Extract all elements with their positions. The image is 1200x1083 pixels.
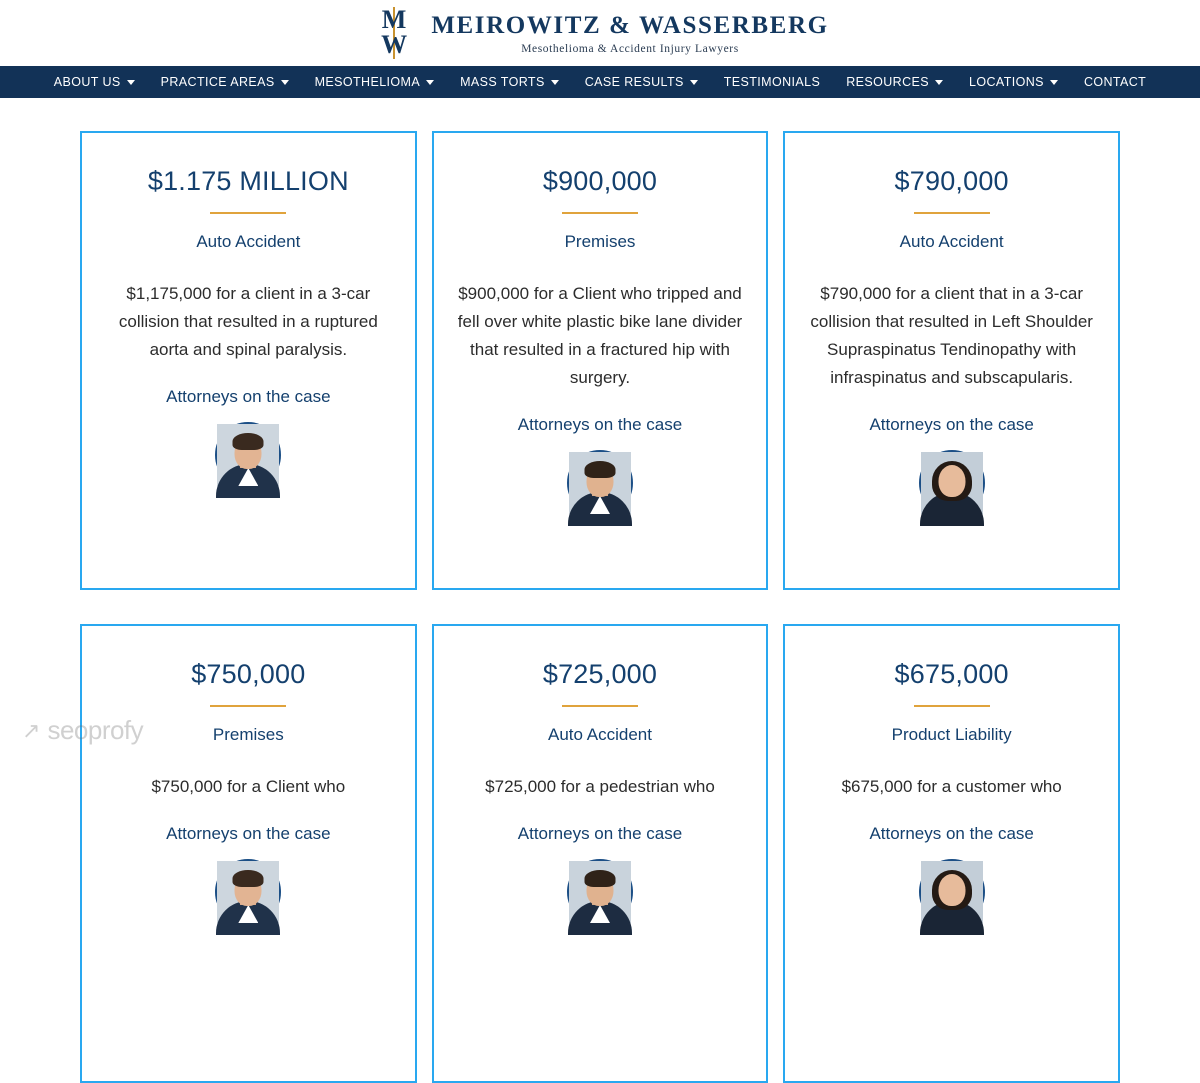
nav-label: ABOUT US <box>53 75 121 89</box>
avatar-hair <box>584 870 615 887</box>
site-header <box>0 0 1200 66</box>
case-category: Auto Accident <box>548 725 652 744</box>
nav-label: MESOTHELIOMA <box>314 75 421 89</box>
case-description: $1,175,000 for a client in a 3-car collision that resulted in a ruptured aorta and spinal paralysis. <box>118 284 378 359</box>
case-result-card[interactable] <box>432 131 769 590</box>
case-amount: $725,000 <box>542 659 658 689</box>
avatar-hair <box>233 433 264 450</box>
logo-text-block <box>431 11 828 55</box>
case-amount: $1.175 MILLION <box>147 166 349 196</box>
chevron-down-icon <box>281 80 289 85</box>
avatar[interactable] <box>919 450 985 516</box>
attorneys-label: Attorneys on the case <box>517 824 683 843</box>
case-result-card[interactable] <box>783 624 1120 1083</box>
attorneys-label: Attorneys on the case <box>869 824 1034 843</box>
nav-label: MASS TORTS <box>460 75 545 89</box>
monogram-letter-bottom: W <box>381 30 408 59</box>
case-amount: $750,000 <box>191 659 306 689</box>
nav-label: LOCATIONS <box>969 75 1044 89</box>
arrow-up-right-icon: ↗ <box>22 717 41 743</box>
case-result-card[interactable] <box>80 131 417 590</box>
attorney-avatar-row <box>104 422 393 488</box>
attorney-avatar-row <box>456 450 745 516</box>
nav-item-testimonials[interactable] <box>711 66 833 98</box>
case-results-section <box>0 98 1200 1083</box>
nav-label: CASE RESULTS <box>584 75 684 89</box>
case-description: $725,000 for a pedestrian who <box>485 777 715 796</box>
case-category: Auto Accident <box>899 232 1004 251</box>
attorneys-label: Attorneys on the case <box>166 824 331 843</box>
attorney-avatar-row <box>807 859 1096 925</box>
avatar-head <box>938 465 965 497</box>
nav-item-contact[interactable] <box>1071 66 1159 98</box>
chevron-down-icon <box>426 80 434 85</box>
watermark-text: seoprofy <box>47 715 144 745</box>
main-navigation[interactable] <box>0 66 1200 98</box>
gold-divider <box>562 212 638 214</box>
case-amount: $790,000 <box>894 166 1009 196</box>
nav-item-mass-torts[interactable] <box>447 66 572 98</box>
avatar[interactable] <box>919 859 985 925</box>
case-amount: $900,000 <box>542 166 658 196</box>
nav-label: CONTACT <box>1083 75 1147 89</box>
case-category: Product Liability <box>891 725 1012 744</box>
nav-item-resources[interactable] <box>833 66 956 98</box>
case-description: $790,000 for a client that in a 3-car collision that resulted in Left Shoulder Supraspinatus Tendinopathy with infraspinatus and subscapularis. <box>810 284 1093 387</box>
case-results-grid <box>80 98 1120 1083</box>
attorneys-label: Attorneys on the case <box>869 415 1034 434</box>
nav-label: TESTIMONIALS <box>723 75 821 89</box>
firm-tagline: Mesothelioma & Accident Injury Lawyers <box>521 43 739 55</box>
avatar-head <box>938 874 965 906</box>
gold-divider <box>562 705 638 707</box>
attorneys-label: Attorneys on the case <box>166 387 331 406</box>
case-amount: $675,000 <box>894 659 1009 689</box>
attorney-avatar-row <box>456 859 745 925</box>
nav-label: PRACTICE AREAS <box>160 75 275 89</box>
avatar[interactable] <box>567 859 633 925</box>
case-description: $900,000 for a Client who tripped and fell over white plastic bike lane divider that resulted in a fractured hip with surgery. <box>457 284 743 387</box>
avatar[interactable] <box>215 422 281 488</box>
site-logo[interactable] <box>371 7 828 59</box>
chevron-down-icon <box>551 80 559 85</box>
attorney-avatar-row <box>807 450 1096 516</box>
case-category: Premises <box>564 232 636 251</box>
case-result-card[interactable] <box>80 624 417 1083</box>
chevron-down-icon <box>690 80 698 85</box>
case-description: $750,000 for a Client who <box>151 777 346 796</box>
firm-name: MEIROWITZ & WASSERBERG <box>431 12 829 39</box>
gold-divider <box>914 705 990 707</box>
avatar-hair <box>584 461 615 478</box>
gold-divider <box>210 705 286 707</box>
case-category: Auto Accident <box>196 232 301 251</box>
nav-label: RESOURCES <box>846 75 930 89</box>
attorney-avatar-row <box>104 859 393 925</box>
avatar[interactable] <box>567 450 633 516</box>
avatar-hair <box>233 870 264 887</box>
nav-item-practice-areas[interactable] <box>148 66 302 98</box>
monogram-icon <box>371 7 417 59</box>
nav-item-case-results[interactable] <box>572 66 711 98</box>
case-description: $675,000 for a customer who <box>841 777 1062 796</box>
gold-divider <box>914 212 990 214</box>
gold-divider <box>210 212 286 214</box>
nav-item-about-us[interactable] <box>41 66 148 98</box>
case-result-card[interactable] <box>783 131 1120 590</box>
attorneys-label: Attorneys on the case <box>517 415 683 434</box>
nav-item-locations[interactable] <box>956 66 1071 98</box>
monogram-letter-top: M <box>381 5 407 34</box>
nav-item-mesothelioma[interactable] <box>302 66 448 98</box>
avatar[interactable] <box>215 859 281 925</box>
case-category: Premises <box>212 725 284 744</box>
case-result-card[interactable] <box>432 624 769 1083</box>
chevron-down-icon <box>1050 80 1058 85</box>
chevron-down-icon <box>127 80 135 85</box>
chevron-down-icon <box>935 80 943 85</box>
